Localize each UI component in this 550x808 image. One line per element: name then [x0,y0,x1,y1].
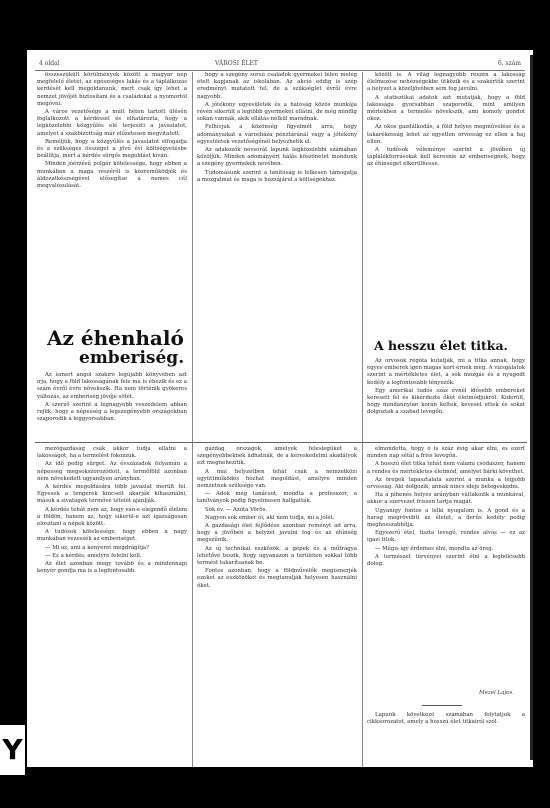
article-footer-note [367,712,525,762]
article-paragraph: Az új technikai eszközök, a gépek és a műtrágya lehetővé teszik, hogy ugyanazon a területen sokkal több termést takarítsanak be. [197,545,357,567]
article-column-right-under-headline [367,358,525,440]
article-paragraph: összeszűkült körülmények között a magyar nép megfelelő életét, az egészséges lakás és a táplálkozás kérdését kell megoldanunk, mert csak így lehet a nemzet jövőjét biztosítani és a családokat a nyomortól megóvni. [37,72,187,107]
page-header [35,56,525,71]
article-paragraph: A gazdasági élet fejlődése azonban reményt ad arra, hogy a jövőben a helyzet javulni fog és az éhínség megszűnik. [197,523,357,544]
scan-border-top [0,0,550,50]
article-column-bottom-middle [197,446,357,766]
article-column-bottom-left [37,446,187,766]
newspaper-page [27,50,533,767]
article-paragraph: között is. A világ legnagyobb részén a lakosság élelmezése nehézségekbe ütközik és a szakértők szerint a helyzet a közeljövőben sem fog javulni. [367,72,525,93]
article-paragraph: — Adok még tanácsot, mondta a professzor, a tanítványok pedig figyelmesen hallgatták. [197,491,357,505]
column-rule [192,72,193,767]
article-column-left-under-headline [37,372,187,440]
article-column-top-right [367,72,525,332]
article-paragraph: A kérdés megoldására több javaslat merült fel. Egyesek a tengerek kincseit akarják kihasználni, mások a sivatagok termővé tételét ajánlják. [37,484,187,505]
article-paragraph: mezőgazdaság csak akkor tudja ellátni a lakosságot, ha a termelést fokozzuk. [37,446,187,460]
column-rule [362,72,363,767]
article-paragraph: Egyszerű étel, tiszta levegő, rendes alvás — ez az igazi titok. [367,530,525,544]
article-paragraph: Az adakozók névsorát lapunk legközelebbi számában közöljük. Minden adományért hálás köszönetet mondunk a szegény gyermekek nevében. [197,147,357,168]
headline-starving-humanity-line2: emberiség. [79,348,185,368]
article-paragraph: A tudósok véleménye szerint a jövőben új táplálékforrásokat kell keresnie az emberiségnek, hogy az éhínséget elkerülhesse. [367,147,525,168]
article-paragraph: Tudomásunk szerint a tanítóság is lelkesen támogatja a mozgalmat és maga is hozzájárul a költségekhez. [197,169,357,183]
scan-corner-mark: Y [0,725,25,775]
article-paragraph: Az okos gazdálkodás, a föld helyes megművelése és a takarékosság lehet az egyetlen orvosság ez ellen a baj ellen. [367,124,525,145]
article-paragraph: — Mégis így érdemes élni, mondta az öreg. [375,545,494,552]
article-paragraph: Ha a pihenés helyes arányban váltakozik a munkával, akkor a szervezet frissen tartja magát. [367,492,525,506]
article-paragraph: A tudósok kötelessége, hogy ebben a nagy munkában vezessék az emberiséget. [37,529,187,543]
article-paragraph: Az idő pedig sürget. Az évszázadok folyamán a népesség megsokszorozódott, a termőföld azonban nem növekedett ugyanilyen arányban. [37,461,187,482]
headline-starving-humanity-line1: Az éhenhaló [47,326,184,350]
article-paragraph: Egy amerikai tudós száz évnél idősebb embereket keresett fel és kikérdezte őket életmódjukról. Kiderült, hogy mindannyian korán keltek, keveset ettek és sokat dolgoztak a szabad levegőn. [367,387,525,416]
article-paragraph: A statisztikai adatok azt mutatják, hogy a föld lakossága gyorsabban szaporodik, mint amilyen mértékben a termelés növekszik, ami komoly gondot okoz. [367,94,525,123]
end-ornament [422,705,462,706]
scan-page-edge [530,55,533,760]
article-paragraph: A jótékony egyesületek és a hatóság közös munkája révén sikerült a legtöbb gyermeket ellátni, de még mindig sokan vannak, akik ellátás nélkül maradnak. [197,101,357,123]
article-paragraph: A mai helyzetben tehát csak a nemzetközi együttműködés hozhat megoldást, amelyre minden nemzetnek szüksége van. [197,468,357,490]
article-paragraph: Minden jóérzésű polgár kötelessége, hogy ebben a munkában a maga részéről is közreműködjék és áldozatkészségével elősegítse a nemes cél megvalósulását. [37,161,187,190]
header-page-number: 4 oldal [39,60,60,67]
article-paragraph: Az ismert angol szakíró legújabb könyvében azt írja, hogy a föld lakosságának fele ma is éhezik és ez a szám évről évre növekszik. Ha nem történik gyökeres változás, az emberiség jövője sötét. [37,372,187,400]
article-paragraph: elmondotta, hogy ő is száz évig akar élni, és ezért minden nap sétál a friss levegőn. [367,446,525,460]
article-paragraph: A szerző szerint a legnagyobb veszedelem abban rejlik, hogy a népesség a legszegényebb országokban szaporodik a leggyorsabban. [37,401,187,423]
header-issue: 6. szám [497,60,521,67]
article-paragraph: Az élet azonban megy tovább és a mindennapi kenyér gondja ma is a legfontosabb. [37,561,187,575]
article-paragraph: hogy a szegény sorsú családok gyermekei télen meleg ételt kapjanak az iskolában. Az akció eddig is szép eredményt mutatott fel, de a szükséglet évről évre nagyobb. [197,72,357,100]
article-paragraph: Fontos azonban, hogy a földművelők megismerjék ezeket az eszközöket és megtanulják helyesen használni őket. [197,568,357,589]
article-column-bottom-right [367,446,525,686]
article-paragraph: — Mi az, ami a kenyeret megdrágítja? [45,544,150,551]
author-signature: Mezei Lajos. [479,690,515,696]
article-column-top-middle [197,72,357,440]
article-paragraph: Reméljük, hogy a közgyűlés a javaslatot elfogadja és a szükséges összeget a jövő évi költségvetésbe beállítja, mert a kérdés sürgős megoldást kíván. [37,138,187,160]
article-paragraph: Lapunk következő számában folytatjuk a cikksorozatot, amely a hosszú élet titkairól szól. [367,712,525,726]
article-paragraph: A természet törvényei szerint élni a legbölcsebb dolog. [367,553,525,568]
headline-long-life-secret: A hesszu élet titka. [374,338,508,353]
article-paragraph: Felhívjuk a közönség figyelmét arra, hogy adományaikat a városháza pénztáránál vagy a jótékony egyesületek vezetőségénél helyezhetik el. [197,124,357,145]
article-paragraph: Sok év. — Azóta Vörös. [205,506,268,513]
section-divider [35,442,527,443]
article-paragraph: gazdag országok, amelyek feleslegüket a szegényebbeknek adhatnák, de a kereskedelmi akadályok ezt megnehezítik. [197,446,357,467]
article-paragraph: Nagyon sok ember él, aki nem tudja, mi a jólét. [205,514,335,521]
header-title: VÁROSI ÉLET [215,60,258,67]
article-paragraph: — Ez a kérdés, amelyre felelni kell. [45,552,142,559]
article-paragraph: A város vezetősége a múlt héten tartott ülésén foglalkozott a kérdéssel és elhatározta, hogy a legközelebbi közgyűlés elé terjeszti a javaslatot, amelyet a szakbizottság már előzetesen megvitatott. [37,109,187,137]
article-paragraph: A hosszú élet titka tehát nem valami csodaszer, hanem a rendes és mértékletes életmód, amelyet bárki követhet. [367,461,525,475]
article-paragraph: Ugyanígy fontos a lelki nyugalom is. A gond és a harag megrövidíti az életet, a derűs kedély pedig meghosszabbítja. [367,507,525,529]
article-paragraph: Az orvosok régóta kutatják, mi a titka annak, hogy egyes emberek igen magas kort érnek meg. A vizsgálatok szerint a mértékletes élet, a sok mozgás és a nyugodt kedély a legfontosabb tényezők. [367,358,525,386]
article-paragraph: A kérdés tehát nem az, hogy van-e elegendő élelem a földön, hanem az, hogy sikerül-e azt igazságosan elosztani a népek között. [37,506,187,528]
article-paragraph: Az öregek tapasztalata szerint a munka a legjobb orvosság. Aki dolgozik, annak nincs ideje betegeskedni. [367,476,525,491]
